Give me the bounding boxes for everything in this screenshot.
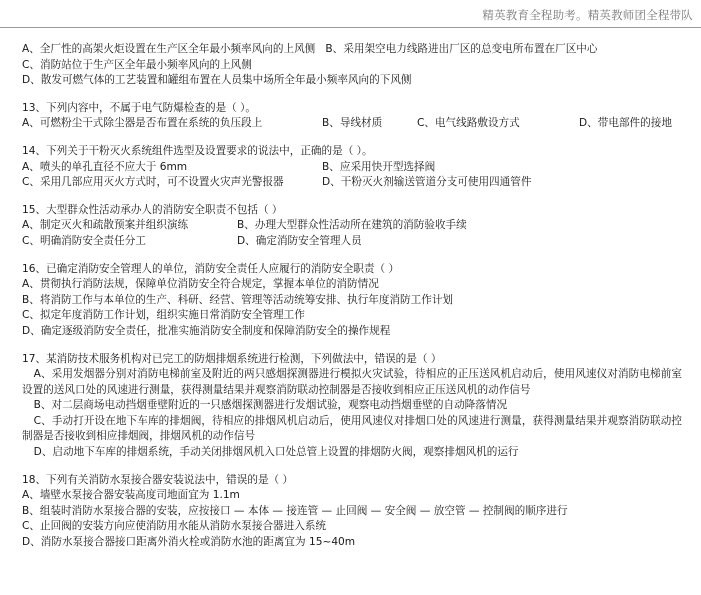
q13-options [22, 116, 697, 132]
q18-title: 18、下列有关消防水泵接合器安装说法中，错误的是（ ） [22, 473, 294, 486]
q12-option-a: A、全厂性的高架火炬设置在生产区全年最小频率风向的上风侧 B、采用架空电力线路进出厂区的总变电所布置在厂区中心 [22, 43, 598, 55]
q15-title: 15、大型群众性活动承办人的消防安全职责不包括（ ） [22, 203, 283, 216]
header-divider [0, 27, 701, 28]
page-header [0, 0, 701, 30]
question-15 [22, 203, 697, 250]
question-18 [22, 473, 697, 551]
q17-option-a: A、采用发烟器分别对消防电梯前室及附近的两只感烟探测器进行模拟火灾试验，待相应的正压送风机启动后，使用风速仪对消防电梯前室设置的送风口处的风速进行测量，获得测量结果并观察消防联动控制器是否接收到相应正压送风机的动作信号 [22, 368, 682, 396]
q18-option-c: C、止回阀的安装方向应使消防用水能从消防水泵接合器进入系统 [22, 520, 327, 533]
header-text: 精英教育全程助考。精英教师团全程带队 [482, 8, 693, 22]
q14-option-a: A、喷头的单孔直径不应大于 6mm [22, 160, 188, 173]
q13-option-c: C、电气线路敷设方式 [417, 117, 520, 130]
q17-option-b: B、对二层商场电动挡烟垂壁附近的一只感烟探测器进行发烟试验，观察电动挡烟垂壁的自动降落情况 [33, 399, 508, 412]
q15-option-b: B、办理大型群众性活动所在建筑的消防验收手续 [237, 219, 467, 232]
document-body [22, 42, 697, 551]
q14-title: 14、下列关于干粉灭火系统组件选型及设置要求的说法中，正确的是（ ）。 [22, 144, 373, 157]
q15-option-a: A、制定灭火和疏散预案并组织演练 [22, 219, 189, 232]
q16-option-c: C、拟定年度消防工作计划，组织实施日常消防安全管理工作 [22, 309, 305, 322]
q12-option-c: C、消防站位于生产区全年最小频率风向的上风侧 [22, 58, 252, 71]
q13-option-d: D、带电部件的接地 [579, 117, 672, 130]
question-16 [22, 262, 697, 340]
q12-option-d: D、散发可燃气体的工艺装置和罐组布置在人员集中场所全年最小频率风向的下风侧 [22, 74, 412, 87]
q18-option-a: A、墙壁水泵接合器安装高度司地面宜为 1.1m [22, 489, 240, 502]
question-13 [22, 101, 697, 132]
q18-option-d: D、消防水泵接合器接口距离外消火栓或消防水池的距离宜为 15~40m [22, 536, 356, 549]
q14-option-d: D、干粉灭火剂输送管道分支可使用四通管件 [322, 176, 532, 189]
question-12-options [22, 42, 697, 89]
q16-option-b: B、将消防工作与本单位的生产、科研、经营、管理等活动统筹安排、执行年度消防工作计划 [22, 293, 454, 306]
q14-option-c: C、采用几部应用灭火方式时，可不设置火灾声光警报器 [22, 176, 284, 189]
q15-option-c: C、明确消防安全责任分工 [22, 234, 146, 247]
q13-option-b: B、导线材质 [322, 117, 383, 130]
q12-option-b: B、采用架空电力线路进出厂区的总变电所布置在厂区中心 [325, 43, 598, 55]
q17-title: 17、某消防技术服务机构对已完工的防烟排烟系统进行检测，下列做法中，错误的是（ ） [22, 352, 442, 365]
q13-option-a: A、可燃粉尘干式除尘器是否布置在系统的负压段上 [22, 117, 263, 130]
q18-option-b: B、组装时消防水泵接合器的安装，应按接口 — 本体 — 接连管 — 止回阀 — 安全阀 — 放空管 — 控制阀的顺序进行 [22, 504, 568, 517]
q16-option-a: A、贯彻执行消防法规，保障单位消防安全符合规定，掌握本单位的消防情况 [22, 278, 379, 291]
question-14 [22, 144, 697, 191]
q17-option-c: C、手动打开设在地下车库的排烟阀，待相应的排烟风机启动后，使用风速仪对排烟口处的风速进行测量，获得测量结果并观察消防联动控制器是否接收到相应排烟阀，排烟风机的动作信号 [22, 414, 682, 443]
q16-option-d: D、确定逐级消防安全责任，批准实施消防安全制度和保障消防安全的操作规程 [22, 324, 391, 337]
q15-option-d: D、确定消防安全管理人员 [237, 234, 362, 247]
q14-option-b: B、应采用快开型选择阀 [322, 160, 436, 173]
q16-title: 16、已确定消防安全管理人的单位，消防安全责任人应履行的消防安全职责（ ） [22, 262, 400, 275]
q13-title: 13、下列内容中，不属于电气防爆检查的是（ ）。 [22, 101, 257, 114]
q17-option-d: D、启动地下车库的排烟系统，手动关闭排烟风机入口处总管上设置的排烟防火阀，观察排烟风机的运行 [33, 446, 519, 459]
question-17 [22, 352, 697, 461]
